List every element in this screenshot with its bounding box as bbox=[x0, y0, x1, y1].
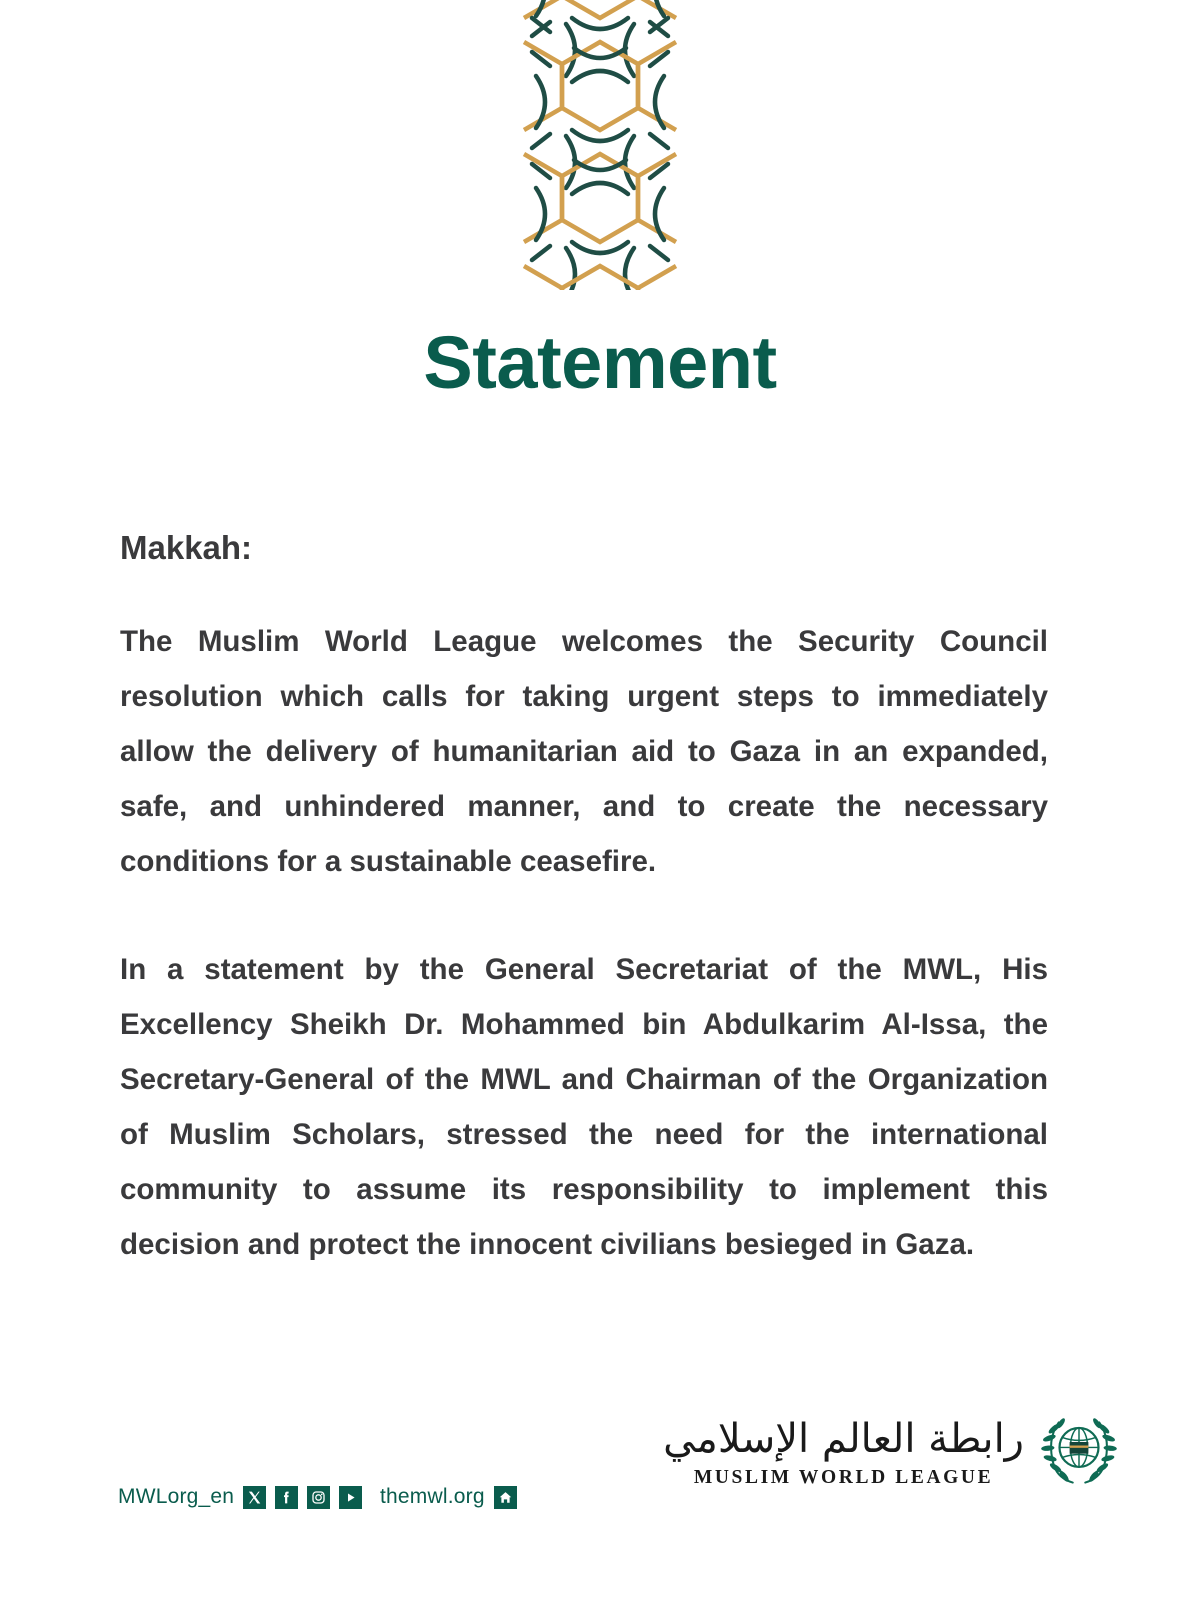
youtube-icon[interactable] bbox=[339, 1486, 362, 1509]
statement-paragraph-2: In a statement by the General Secretariat of the MWL, His Excellency Sheikh Dr. Mohammed bin Abdulkarim Al-Issa, the Secretary-General of the MWL and Chairman of the Organization of Muslim Scholars, stressed the need for the international community to assume its responsibility to implement this decision and protect the innocent civilians besieged in Gaza. bbox=[120, 952, 1048, 1261]
footer bbox=[0, 1400, 1200, 1560]
x-twitter-icon[interactable] bbox=[243, 1486, 266, 1509]
brand-arabic-name: رابطة العالم الإسلامي bbox=[663, 1416, 1024, 1462]
globe-laurel-emblem-icon bbox=[1040, 1410, 1118, 1493]
website-link-group[interactable] bbox=[380, 1485, 517, 1509]
islamic-geometric-pattern-icon bbox=[510, 0, 690, 290]
website-label: themwl.org bbox=[380, 1485, 485, 1508]
statement-paragraph-1: The Muslim World League welcomes the Security Council resolution which calls for taking urgent steps to immediately allow the delivery of humanitarian aid to Gaza in an expanded, safe, and unhindered manner, and to create the necessary conditions for a sustainable ceasefire. bbox=[120, 624, 1048, 878]
dateline: Makkah: bbox=[120, 529, 253, 566]
statement-body bbox=[120, 528, 1048, 1272]
ornament-band bbox=[0, 0, 1200, 290]
page-title: Statement bbox=[423, 321, 777, 404]
brand-latin-name: MUSLIM WORLD LEAGUE bbox=[693, 1467, 994, 1488]
instagram-icon[interactable] bbox=[307, 1486, 330, 1509]
brand-wordmark bbox=[663, 1414, 1024, 1489]
muslim-world-league-logo bbox=[663, 1410, 1118, 1493]
social-links-group bbox=[118, 1485, 362, 1509]
social-handle-label: MWLorg_en bbox=[118, 1485, 235, 1508]
facebook-icon[interactable] bbox=[275, 1486, 298, 1509]
home-icon[interactable] bbox=[494, 1486, 517, 1509]
